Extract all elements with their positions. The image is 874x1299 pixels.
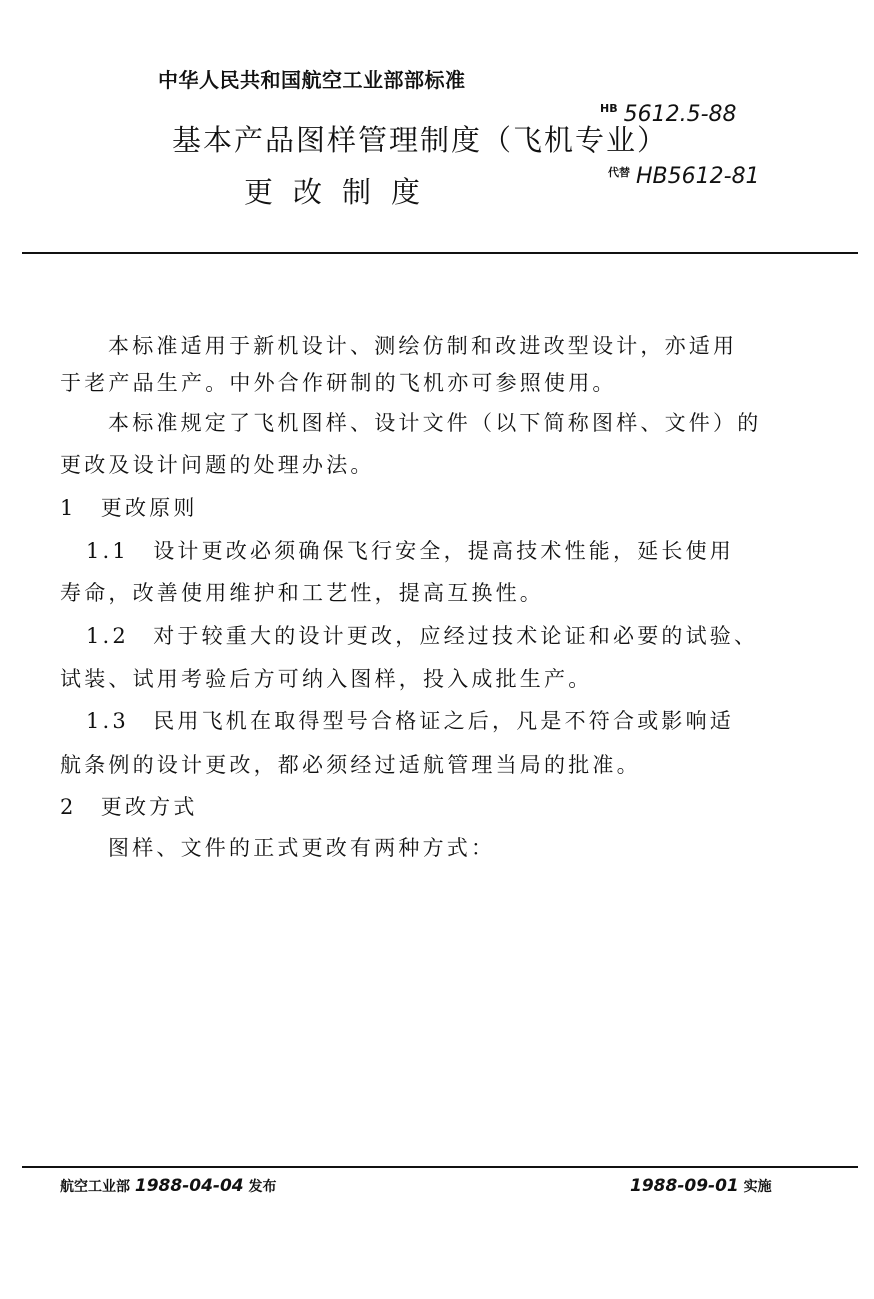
replaces-number: HB5612-81 (636, 164, 760, 189)
body-line: 更改及设计问题的处理办法。 (60, 453, 375, 477)
code-prefix: HB (600, 102, 618, 115)
header-divider (22, 252, 858, 254)
issue-info (60, 1176, 277, 1196)
body-line: 寿命，改善使用维护和工艺性，提高互换性。 (60, 581, 544, 605)
body-line: 航条例的设计更改，都必须经过适航管理当局的批准。 (60, 753, 641, 777)
effective-info (630, 1176, 772, 1196)
document-title: 基本产品图样管理制度（飞机专业） (172, 123, 669, 157)
section-heading: 2 更改方式 (60, 795, 198, 819)
issuing-organization: 中华人民共和国航空工业部部标准 (158, 68, 466, 92)
body-line: 本标准适用于新机设计、测绘仿制和改进改型设计，亦适用 (108, 334, 738, 358)
issuer: 航空工业部 (60, 1179, 130, 1195)
body-line: 1.2 对于较重大的设计更改，应经过技术论证和必要的试验、 (86, 624, 759, 648)
section-heading: 1 更改原则 (60, 496, 198, 520)
body-line: 本标准规定了飞机图样、设计文件（以下简称图样、文件）的 (108, 411, 762, 435)
body-line: 1.3 民用飞机在取得型号合格证之后，凡是不符合或影响适 (86, 709, 734, 733)
code-number: 5612.5-88 (623, 102, 737, 127)
effective-label: 实施 (743, 1179, 772, 1195)
body-line: 图样、文件的正式更改有两种方式： (108, 836, 496, 860)
document-subtitle: 更改制度 (244, 175, 441, 209)
standard-code (600, 102, 737, 127)
issue-date: 1988-04-04 (134, 1176, 244, 1196)
body-line: 1.1 设计更改必须确保飞行安全，提高技术性能，延长使用 (86, 539, 734, 563)
replaces-code (608, 164, 760, 189)
effective-date: 1988-09-01 (630, 1176, 739, 1196)
body-line: 试装、试用考验后方可纳入图样，投入成批生产。 (60, 667, 593, 691)
issue-label: 发布 (248, 1179, 277, 1195)
replaces-prefix: 代替 (608, 166, 630, 179)
footer-divider (22, 1166, 858, 1168)
body-line: 于老产品生产。中外合作研制的飞机亦可参照使用。 (60, 371, 617, 395)
